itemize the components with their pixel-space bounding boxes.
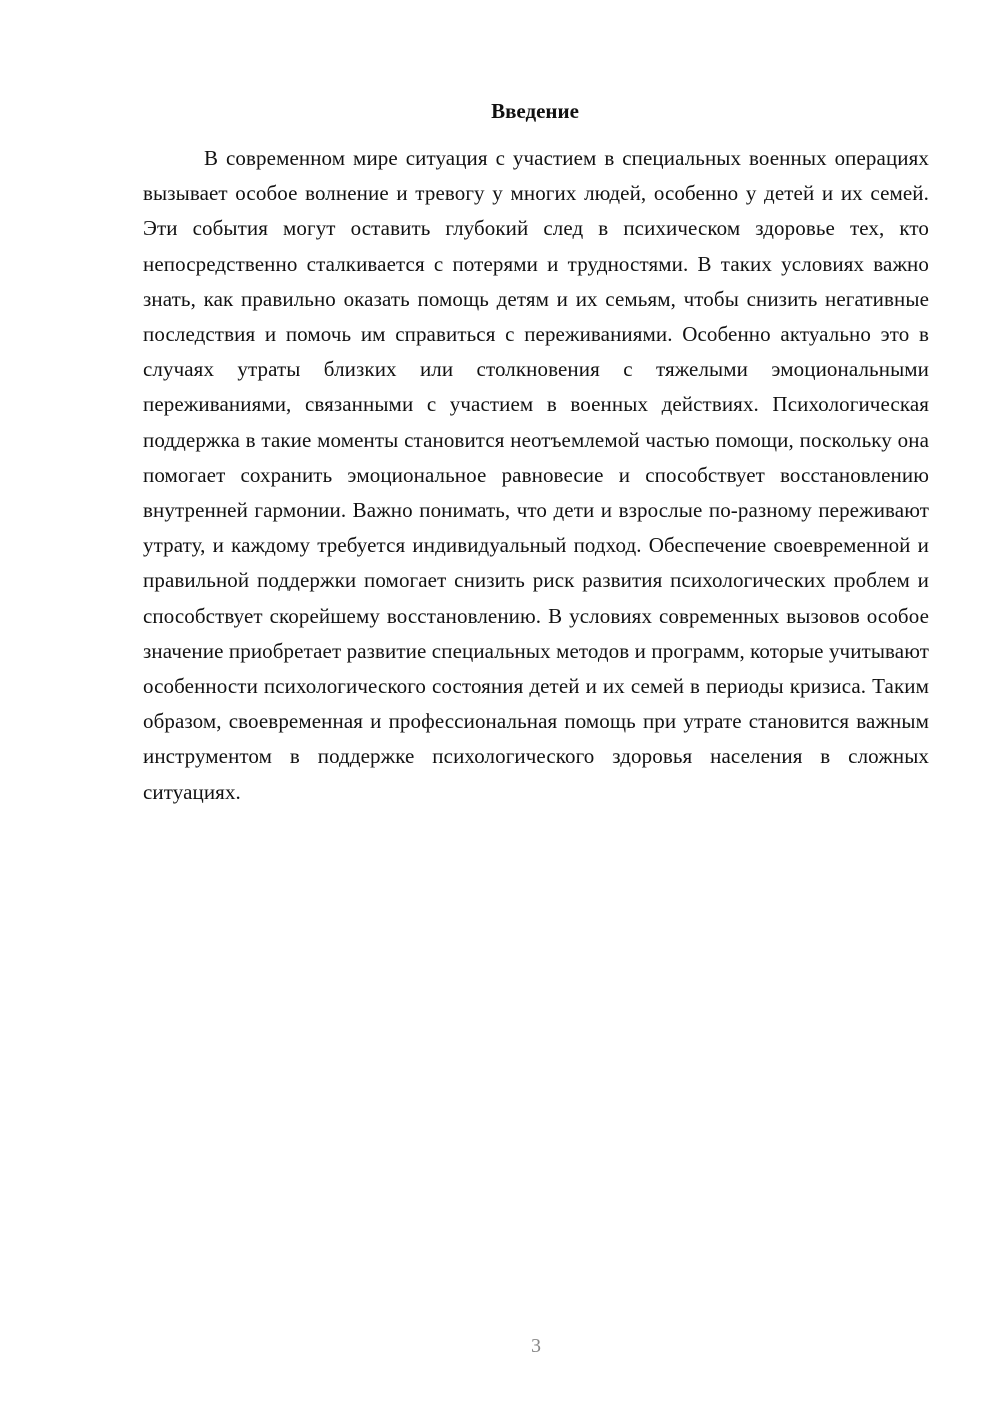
body-paragraph: В современном мире ситуация с участием в специальных военных операциях вызывает особое волнение и тревогу у многих людей, особенно у детей и их семей. Эти события могут оставить глубокий след в психическом здоровье тех, кто непосредственно сталкивается с потерями и трудностями. В таких условиях важно знать, как правильно оказать помощь детям и их семьям, чтобы снизить негативные последствия и помочь им справиться с переживаниями. Особенно актуально это в случаях утраты близких или столкновения с тяжелыми эмоциональными переживаниями, связанными с участием в военных действиях. Психологическая поддержка в такие моменты становится неотъемлемой частью помощи, поскольку она помогает сохранить эмоциональное равновесие и способствует восстановлению внутренней гармонии. Важно понимать, что дети и взрослые по-разному переживают утрату, и каждому требуется индивидуальный подход. Обеспечение своевременной и правильной поддержки помогает снизить риск развития психологических проблем и способствует скорейшему восстановлению. В условиях современных вызовов особое значение приобретает развитие специальных методов и программ, которые учитывают особенности психологического состояния детей и их семей в периоды кризиса. Таким образом, своевременная и профессиональная помощь при утрате становится важным инструментом в поддержке психологического здоровья населения в сложных ситуациях. [143, 146, 929, 804]
section-heading: Введение [491, 99, 579, 123]
page-number: 3 [531, 1335, 541, 1357]
